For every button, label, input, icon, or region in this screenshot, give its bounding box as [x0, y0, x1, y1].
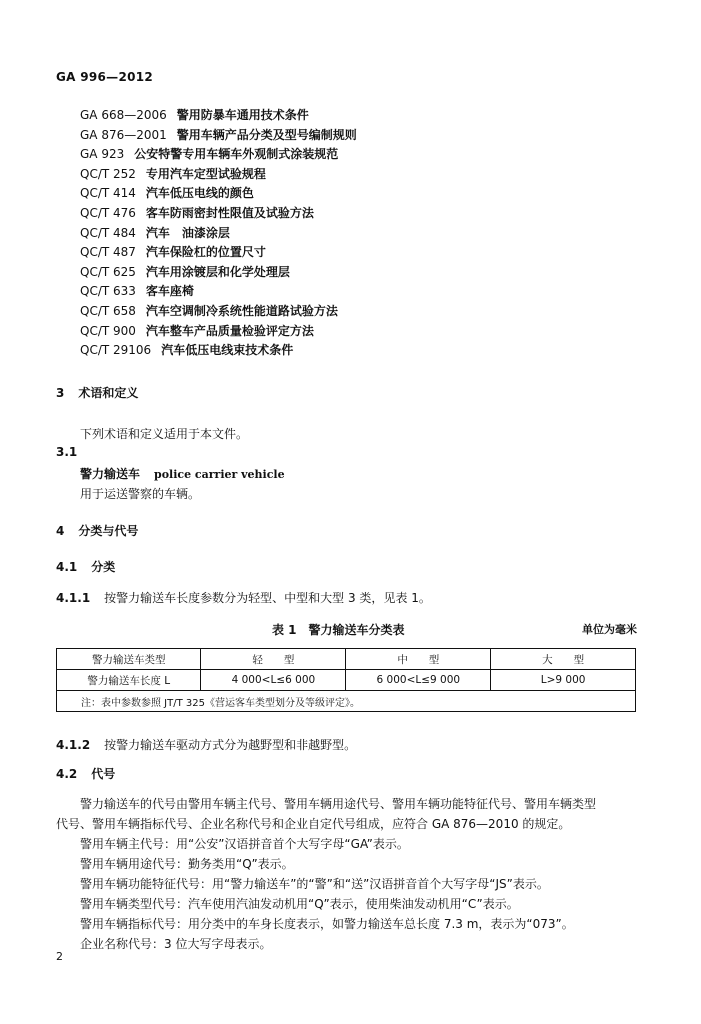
section-title: 分类	[91, 560, 116, 574]
paragraph-line: 代号、警用车辆指标代号、企业名称代号和企业自定代号组成，应符合 GA 876—2010 的规定。	[56, 817, 571, 831]
paragraph-line: 警用车辆类型代号：汽车使用汽油发动机用“Q”表示，使用柴油发动机用“C”表示。	[80, 897, 519, 911]
table-cell: 6 000<L≤9 000	[346, 670, 491, 691]
reference-item	[80, 224, 357, 244]
section-4-heading	[56, 522, 138, 539]
reference-title: 汽车整车产品质量检验评定方法	[145, 323, 314, 338]
reference-code: GA 923	[80, 147, 125, 162]
section-number: 4.1	[56, 560, 78, 574]
reference-code: QC/T 476	[80, 205, 136, 220]
section-number: 4	[56, 524, 65, 538]
reference-code: QC/T 414	[80, 186, 136, 201]
reference-title: 专用汽车定型试验规程	[145, 166, 266, 181]
term-english: police carrier vehicle	[154, 468, 285, 481]
reference-item	[80, 145, 357, 165]
reference-code: QC/T 658	[80, 303, 136, 318]
reference-title: 公安特警专用车辆车外观制式涂装规范	[134, 147, 339, 162]
reference-code: QC/T 633	[80, 284, 136, 299]
term-chinese: 警力输送车	[80, 467, 141, 481]
paragraph-line: 警用车辆用途代号：勤务类用“Q”表示。	[80, 857, 294, 871]
paragraph-line: 企业名称代号：3 位大写字母表示。	[80, 937, 272, 951]
section-title: 分类与代号	[78, 524, 139, 538]
reference-item	[80, 165, 357, 185]
reference-item	[80, 263, 357, 283]
table-row	[57, 670, 636, 691]
reference-code: QC/T 625	[80, 264, 136, 279]
term-3-1-definition: 用于运送警察的车辆。	[80, 487, 201, 501]
reference-title: 汽车保险杠的位置尺寸	[145, 245, 266, 260]
term-3-1-heading	[80, 465, 285, 482]
table-cell: 警力输送车长度 L	[57, 670, 201, 691]
paragraph-line: 警用车辆指标代号：用分类中的车身长度表示，如警力输送车总长度 7.3 m，表示为“073”。	[80, 917, 574, 931]
reference-title: 警用车辆产品分类及型号编制规则	[176, 127, 357, 142]
term-3-1-number: 3.1	[56, 445, 78, 459]
table-1-unit: 单位为毫米	[582, 623, 637, 636]
reference-item	[80, 341, 357, 361]
section-4-2-heading	[56, 765, 115, 782]
reference-item	[80, 184, 357, 204]
section-4-1-1-paragraph	[56, 589, 431, 606]
section-title: 代号	[91, 767, 116, 781]
reference-item	[80, 126, 357, 146]
table-note: 注：表中参数参照 JT/T 325《营运客车类型划分及等级评定》。	[57, 691, 636, 712]
section-number: 3	[56, 386, 65, 400]
paragraph-line: 警用车辆主代号：用“公安”汉语拼音首个大写字母“GA”表示。	[80, 837, 409, 851]
page-number: 2	[56, 950, 63, 963]
reference-item	[80, 243, 357, 263]
section-4-1-2-paragraph	[56, 736, 356, 753]
section-title: 术语和定义	[78, 386, 139, 400]
reference-item	[80, 302, 357, 322]
table-cell: 4 000<L≤6 000	[201, 670, 346, 691]
table-cell: 大 型	[491, 649, 636, 670]
table-cell: 警力输送车类型	[57, 649, 201, 670]
section-number: 4.2	[56, 767, 78, 781]
table-row	[57, 649, 636, 670]
section-3-intro: 下列术语和定义适用于本文件。	[80, 427, 249, 441]
document-header: GA 996—2012	[56, 70, 154, 84]
table-cell: 中 型	[346, 649, 491, 670]
paragraph-text: 按警力输送车长度参数分为轻型、中型和大型 3 类，见表 1。	[104, 591, 431, 605]
reference-item	[80, 282, 357, 302]
table-1	[56, 648, 636, 712]
reference-item	[80, 106, 357, 126]
reference-item	[80, 322, 357, 342]
reference-code: QC/T 484	[80, 225, 136, 240]
reference-code: QC/T 900	[80, 323, 136, 338]
table-note-row	[57, 691, 636, 712]
reference-code: GA 668—2006	[80, 108, 167, 122]
reference-item	[80, 204, 357, 224]
reference-title: 汽车低压电线束技术条件	[161, 343, 294, 358]
reference-title: 汽车 油漆涂层	[145, 225, 230, 240]
paragraph-text: 按警力输送车驱动方式分为越野型和非越野型。	[104, 738, 357, 752]
paragraph-line: 警力输送车的代号由警用车辆主代号、警用车辆用途代号、警用车辆功能特征代号、警用车辆类型	[80, 797, 597, 811]
paragraph-line: 警用车辆功能特征代号：用“警力输送车”的“警”和“送”汉语拼音首个大写字母“JS”表示。	[80, 877, 549, 891]
section-4-1-heading	[56, 558, 115, 575]
reference-title: 汽车空调制冷系统性能道路试验方法	[145, 303, 338, 318]
reference-title: 汽车低压电线的颜色	[145, 186, 254, 201]
reference-title: 汽车用涂镀层和化学处理层	[145, 264, 290, 279]
reference-code: GA 876—2001	[80, 127, 167, 142]
table-cell: 轻 型	[201, 649, 346, 670]
table-1-caption: 表 1 警力输送车分类表	[272, 623, 405, 637]
section-3-heading	[56, 384, 138, 401]
reference-title: 客车防雨密封性限值及试验方法	[145, 205, 314, 220]
section-number: 4.1.2	[56, 738, 91, 752]
reference-title: 客车座椅	[145, 284, 194, 299]
reference-code: QC/T 487	[80, 245, 136, 260]
section-number: 4.1.1	[56, 591, 91, 605]
reference-code: QC/T 29106	[80, 343, 152, 358]
table-cell: L>9 000	[491, 670, 636, 691]
normative-references-list	[80, 106, 357, 361]
reference-title: 警用防暴车通用技术条件	[176, 108, 309, 122]
reference-code: QC/T 252	[80, 166, 136, 181]
